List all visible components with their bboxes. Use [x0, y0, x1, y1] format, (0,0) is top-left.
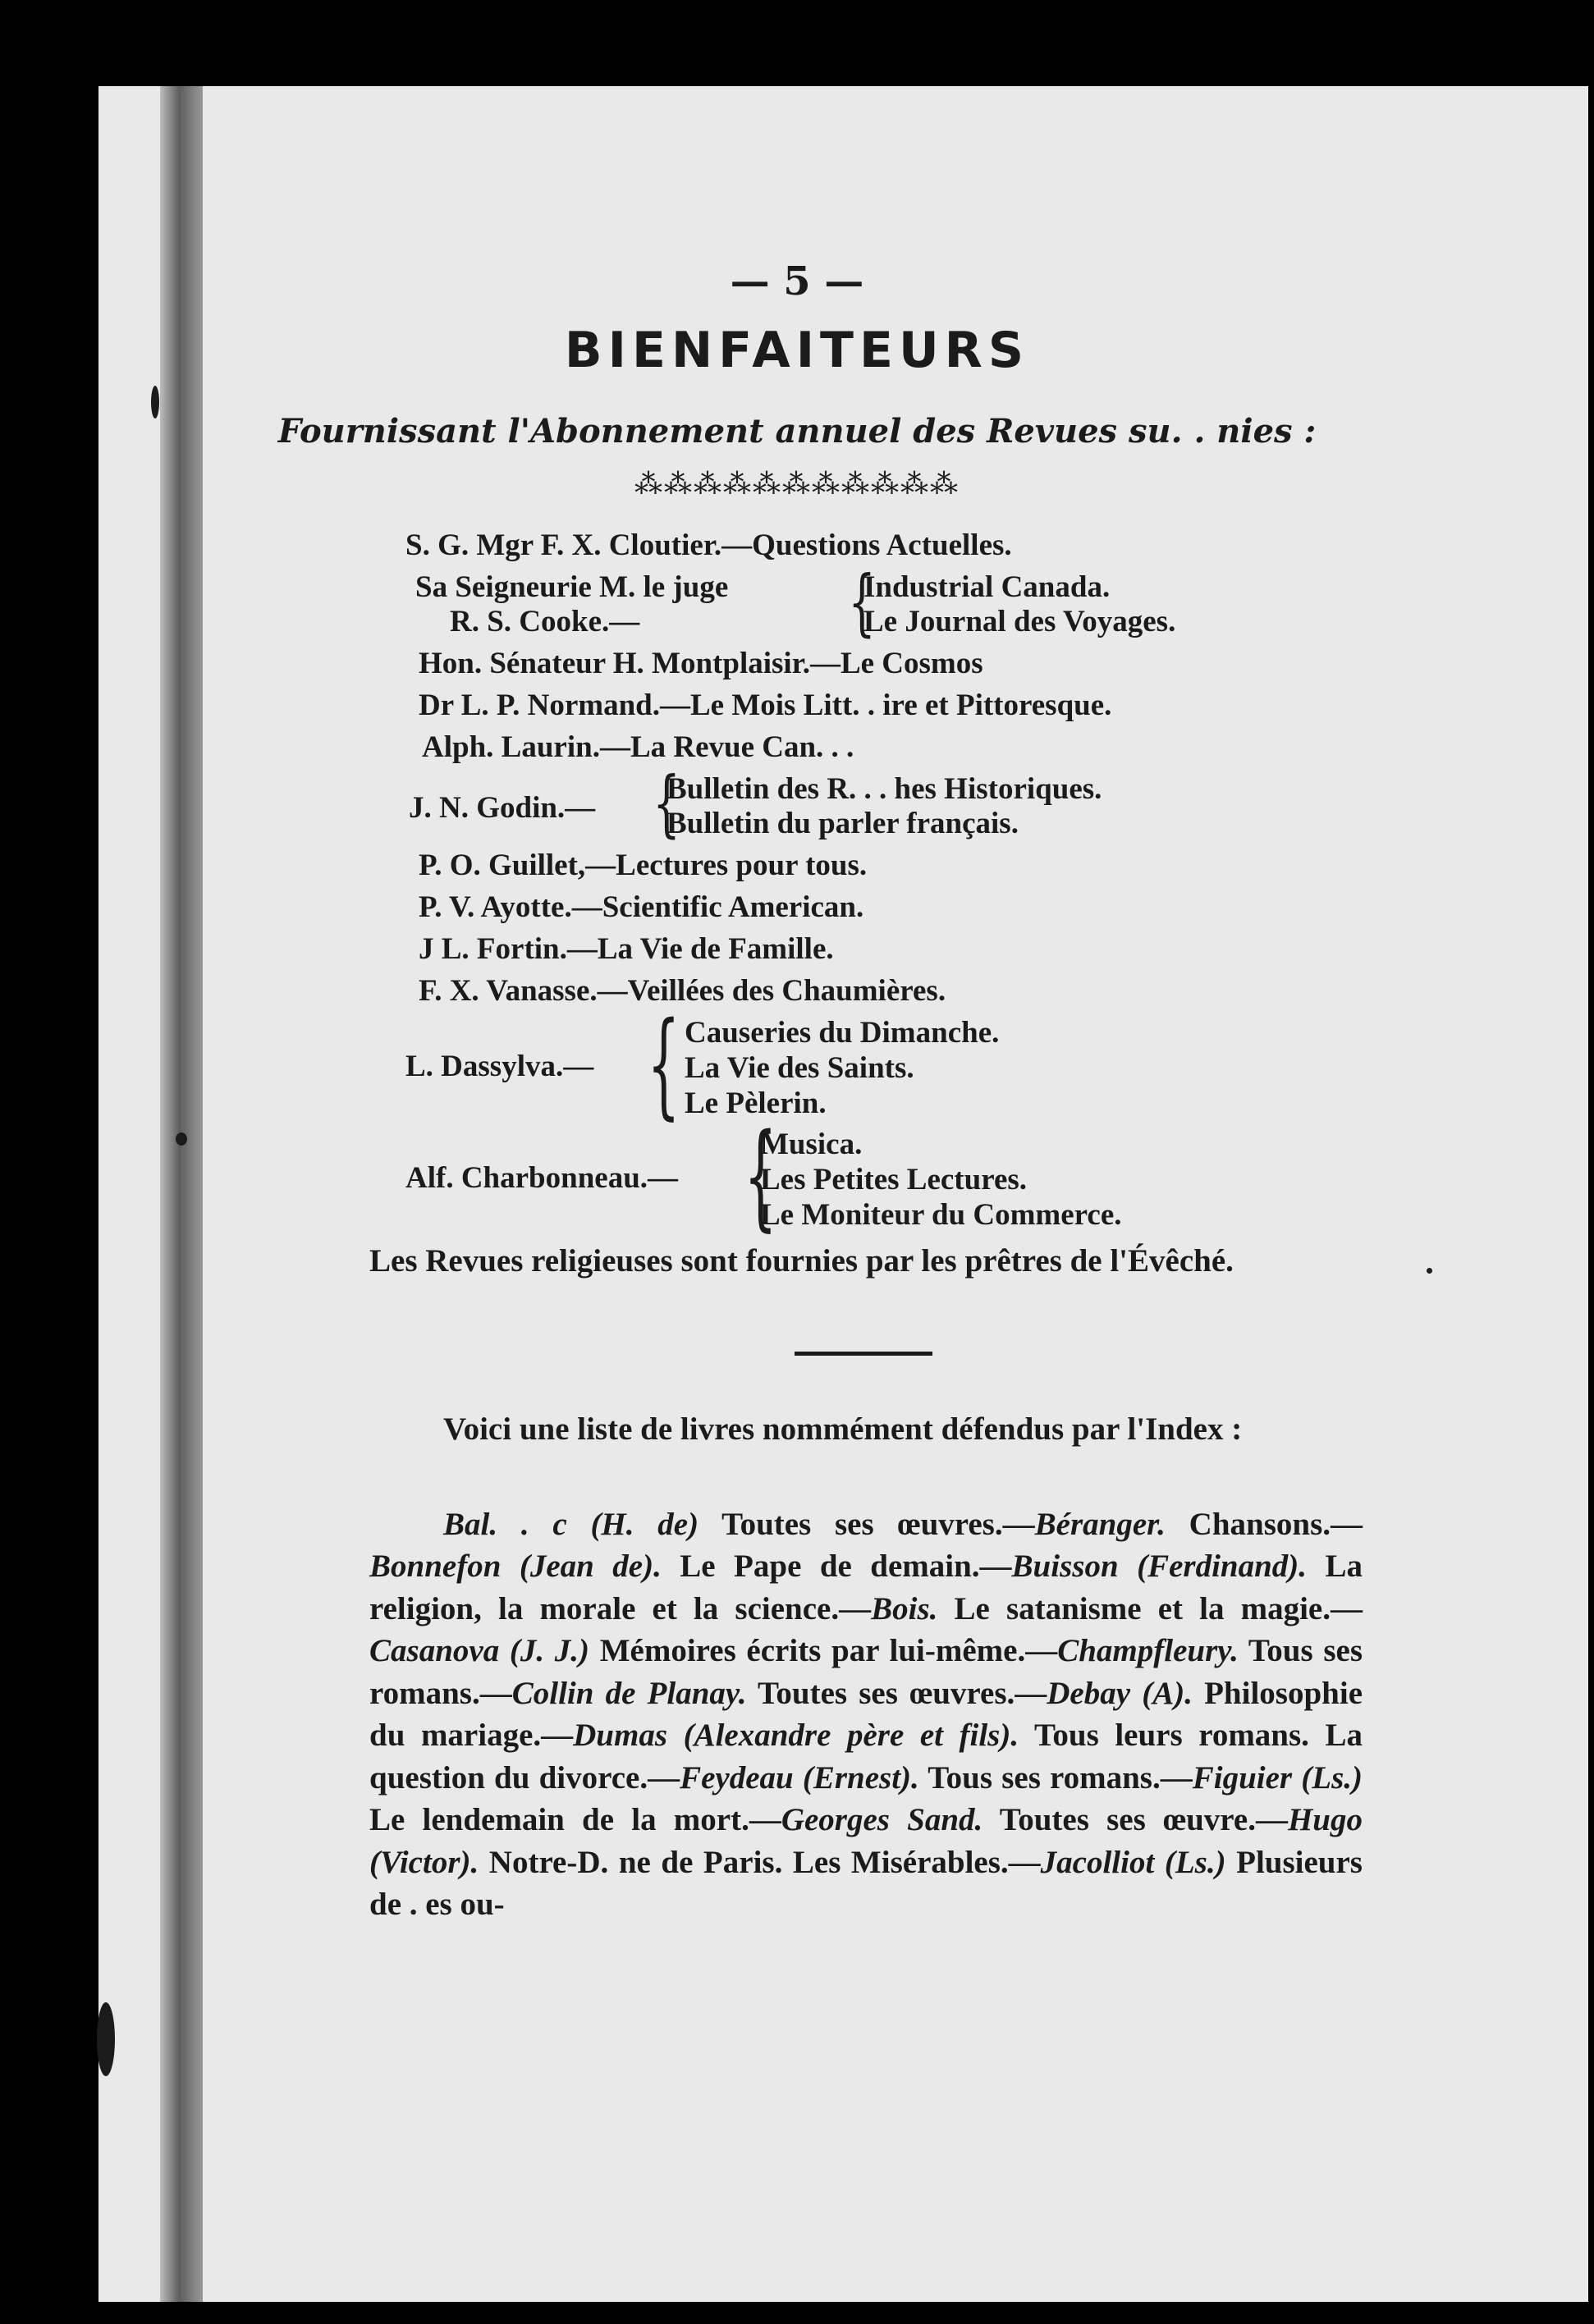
scan-speck [97, 2002, 115, 2076]
book-author: Béranger. [1034, 1507, 1166, 1542]
section-heading: BIENFAITEURS [564, 322, 1030, 379]
book-author: Bal. . c (H. de) [443, 1507, 699, 1542]
revue-title: Musica. [760, 1128, 863, 1161]
book-author: Feydeau (Ernest). [680, 1759, 919, 1796]
book-author: Buisson (Ferdinand). [1011, 1549, 1308, 1585]
book-author: Hugo (Victor). [369, 1802, 1363, 1880]
book-title: Le satanisme et la magie.— [937, 1590, 1363, 1626]
benefactor-entry: P. O. Guillet,—Lectures pour tous. [419, 849, 868, 882]
revue-title: Les Petites Lectures. [760, 1163, 1028, 1196]
revue-title: Le Pèlerin. [685, 1087, 827, 1120]
book-title: Mémoires écrits par lui-même.— [589, 1633, 1058, 1669]
scan-speck [1427, 1268, 1432, 1274]
book-author: Collin de Planay. [511, 1675, 747, 1711]
benefactor-entry: P. V. Ayotte.—Scientific American. [419, 890, 864, 924]
scan-speck [151, 386, 159, 419]
book-title: Toutes ses œuvres.— [699, 1507, 1035, 1542]
revue-title: Bulletin des R. . . hes Historiques. [666, 772, 1102, 806]
book-title: Toutes ses œuvres.— [746, 1675, 1047, 1711]
revue-title: Le Journal des Voyages. [863, 605, 1176, 638]
book-title: La religion, la morale et la science.— [369, 1549, 1363, 1626]
benefactor-name: Sa Seigneurie M. le juge [415, 570, 729, 604]
brace: { [653, 761, 680, 845]
revue-title: La Vie des Saints. [685, 1051, 914, 1085]
book-title: Toutes ses œuvre.— [983, 1802, 1288, 1838]
benefactor-entry: J L. Fortin.—La Vie de Famille. [419, 932, 834, 966]
revue-title: Causeries du Dimanche. [685, 1016, 1000, 1050]
revue-title: Industrial Canada. [863, 570, 1111, 604]
benefactor-entry: Hon. Sénateur H. Montplaisir.—Le Cosmos [419, 647, 983, 680]
book-author: Dumas (Alexandre père et fils). [573, 1718, 1019, 1754]
book-author: Bonnefon (Jean de). [369, 1549, 662, 1585]
forbidden-books-list [369, 1503, 1363, 1926]
horizontal-rule [795, 1352, 932, 1356]
book-title: Tous ses romans.— [918, 1759, 1193, 1796]
brace: { [647, 998, 680, 1132]
book-title: Le lendemain de la mort.— [369, 1802, 781, 1838]
benefactor-name: Alf. Charbonneau.— [405, 1161, 679, 1195]
book-author: Figuier (Ls.) [1192, 1759, 1363, 1796]
benefactor-name: J. N. Godin.— [409, 791, 596, 825]
book-author: Debay (A). [1047, 1675, 1193, 1711]
book-title: Philosophie du mariage.— [369, 1675, 1363, 1754]
book-title: Tous leurs romans. La question du divorce.— [369, 1718, 1363, 1796]
index-intro: Voici une liste de livres nommément défendus par l'Index : [443, 1411, 1243, 1447]
book-title: Notre-D. ne de Paris. Les Misérables.— [479, 1844, 1041, 1880]
book-title: Le Pape de demain.— [661, 1549, 1012, 1585]
benefactor-entry: S. G. Mgr F. X. Cloutier.—Questions Actuelles. [405, 528, 1012, 562]
benefactor-entry: Dr L. P. Normand.—Le Mois Litt. . ire et Pittoresque. [419, 689, 1112, 722]
book-author: Champfleury. [1057, 1633, 1239, 1669]
note-paragraph: Les Revues religieuses sont fournies par les prêtres de l'Évêché. [369, 1243, 1234, 1279]
revue-title: Bulletin du parler français. [666, 807, 1019, 840]
benefactor-entry: F. X. Vanasse.—Veillées des Chaumières. [419, 974, 946, 1008]
brace: { [744, 1109, 777, 1243]
book-author: Georges Sand. [781, 1802, 983, 1838]
brace: { [848, 560, 876, 644]
book-author: Jacolliot (Ls.) [1040, 1844, 1226, 1880]
book-author: Casanova (J. J.) [369, 1633, 590, 1669]
section-subheading: Fournissant l'Abonnement annuel des Revues su. . nies : [277, 412, 1317, 451]
revue-title: Le Moniteur du Commerce. [760, 1198, 1122, 1232]
benefactor-entry: Alph. Laurin.—La Revue Can. . . [422, 730, 854, 764]
book-title: Chansons.— [1165, 1507, 1363, 1542]
ornament-divider: ⁂⁂⁂⁂⁂⁂⁂⁂⁂⁂⁂ [634, 468, 960, 501]
book-author: Bois. [871, 1590, 938, 1626]
benefactor-name: R. S. Cooke.— [450, 605, 640, 638]
book-title: Plusieurs de . es ou- [369, 1844, 1363, 1923]
book-title: Tous ses romans.— [369, 1633, 1363, 1711]
scan-speck [176, 1132, 187, 1146]
page-number: — 5 — [730, 258, 864, 304]
benefactor-name: L. Dassylva.— [405, 1050, 594, 1083]
